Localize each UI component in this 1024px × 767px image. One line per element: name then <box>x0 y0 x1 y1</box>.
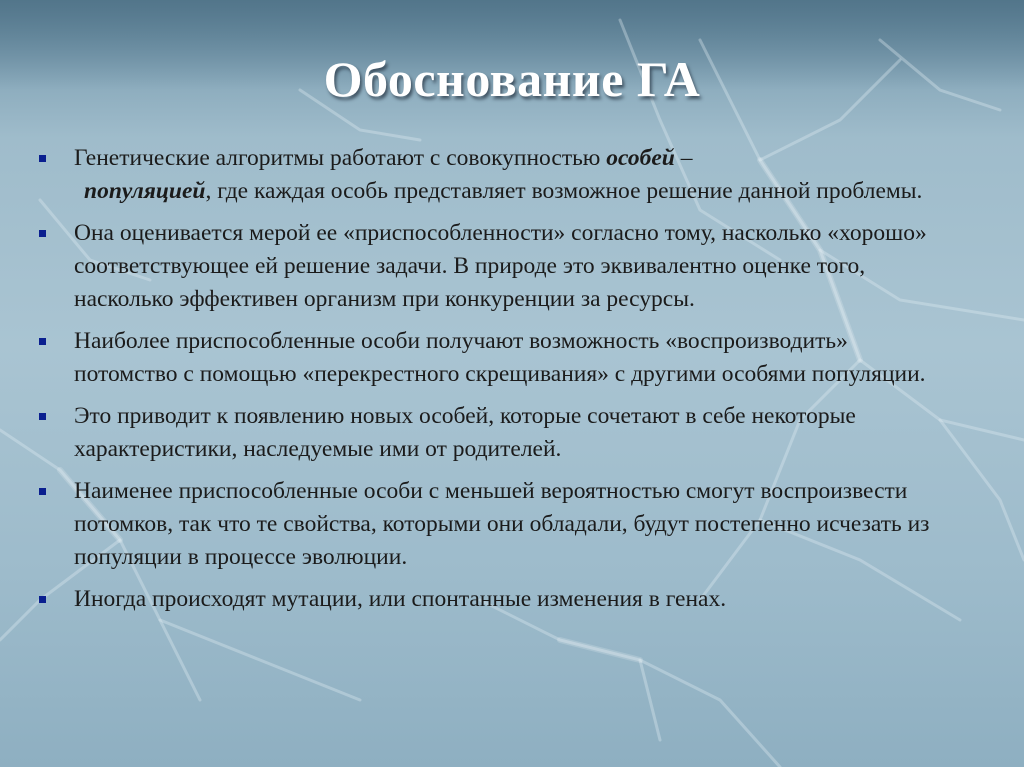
square-bullet-icon <box>39 338 46 345</box>
bullet-item-3 <box>36 325 956 391</box>
slide-title: Обоснование ГА <box>323 51 701 107</box>
bullet-item-2 <box>36 217 956 316</box>
square-bullet-icon <box>39 230 46 237</box>
square-bullet-icon <box>39 488 46 495</box>
bullet-1-text-part1: Генетические алгоритмы работают с совокупностью <box>74 145 607 171</box>
bullet-item-6 <box>36 583 956 616</box>
square-bullet-icon <box>39 413 46 420</box>
bullet-1-emphasis-populyatsiey: популяцией <box>84 178 206 204</box>
bullet-1-text-part2: – <box>674 145 693 171</box>
bullet-item-4 <box>36 400 956 466</box>
square-bullet-icon <box>39 596 46 603</box>
bullet-1-emphasis-osobey: особей <box>606 145 675 171</box>
bullet-list <box>36 142 956 625</box>
bullet-6-text: Иногда происходят мутации, или спонтанные изменения в генах. <box>74 586 727 612</box>
square-bullet-icon <box>39 155 46 162</box>
bullet-3-text: Наиболее приспособленные особи получают возможность «воспроизводить» потомство с помощью «перекрестного скрещивания» с другими особями популяции. <box>74 328 926 387</box>
bullet-1-text-part3: , где каждая особь представляет возможное решение данной проблемы. <box>205 178 923 204</box>
bullet-4-text: Это приводит к появлению новых особей, которые сочетают в себе некоторые характеристики, наследуемые ими от родителей. <box>74 403 856 462</box>
bullet-item-1 <box>36 142 956 208</box>
bullet-2-text: Она оценивается мерой ее «приспособленности» согласно тому, насколько «хорошо» соответствующее ей решение задачи. В природе это эквивалентно оценке того, насколько эффективен организм при конкуренции за ресурсы. <box>74 220 927 312</box>
bullet-5-text: Наименее приспособленные особи с меньшей вероятностью смогут воспроизвести потомков, так что те свойства, которыми они обладали, будут постепенно исчезать из популяции в процессе эволюции. <box>74 478 930 570</box>
bullet-item-5 <box>36 475 956 574</box>
